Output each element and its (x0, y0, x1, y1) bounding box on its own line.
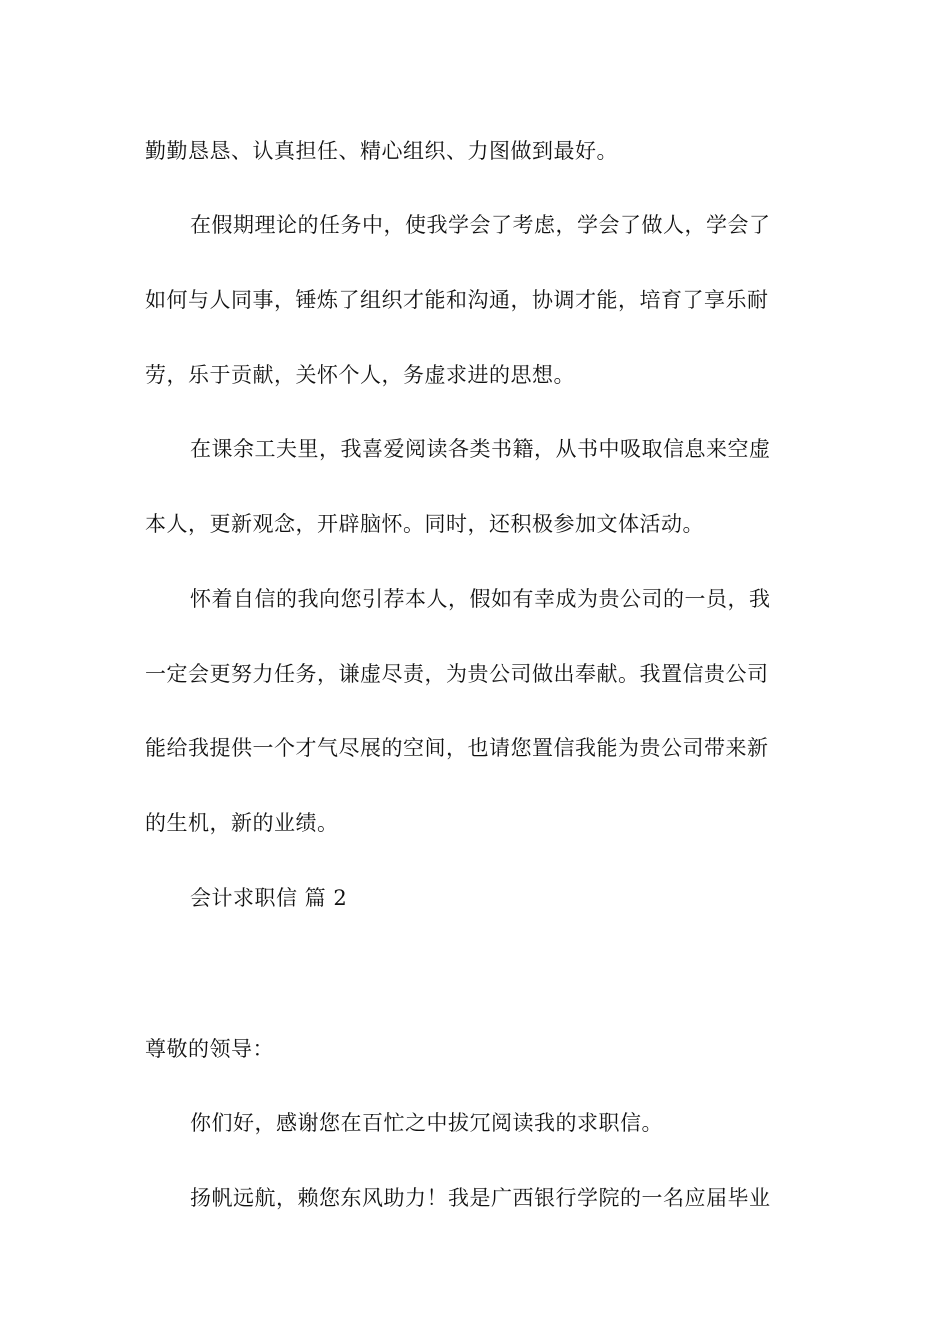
paragraph-line: 在假期理论的任务中，使我学会了考虑，学会了做人，学会了 (190, 213, 771, 237)
paragraph-line: 如何与人同事，锤炼了组织才能和沟通，协调才能，培育了享乐耐 (145, 288, 769, 312)
paragraph-line: 扬帆远航，赖您东风助力！我是广西银行学院的一名应届毕业 (190, 1186, 771, 1210)
paragraph-line: 一定会更努力任务，谦虚尽责，为贵公司做出奉献。我置信贵公司 (145, 662, 769, 686)
paragraph-line: 的生机，新的业绩。 (145, 811, 339, 835)
paragraph-line: 你们好，感谢您在百忙之中拔冗阅读我的求职信。 (190, 1111, 663, 1135)
paragraph-line: 勤勤恳恳、认真担任、精心组织、力图做到最好。 (145, 139, 618, 163)
paragraph-line: 能给我提供一个才气尽展的空间，也请您置信我能为贵公司带来新 (145, 736, 769, 760)
paragraph-line: 劳，乐于贡献，关怀个人，务虚求进的思想。 (145, 363, 575, 387)
paragraph-line: 在课余工夫里，我喜爱阅读各类书籍，从书中吸取信息来空虚 (190, 437, 771, 461)
salutation: 尊敬的领导： (145, 1037, 274, 1061)
paragraph-line: 本人，更新观念，开辟脑怀。同时，还积极参加文体活动。 (145, 512, 704, 536)
paragraph-line: 怀着自信的我向您引荐本人，假如有幸成为贵公司的一员，我 (190, 587, 771, 611)
section-heading: 会计求职信 篇 2 (190, 886, 348, 910)
